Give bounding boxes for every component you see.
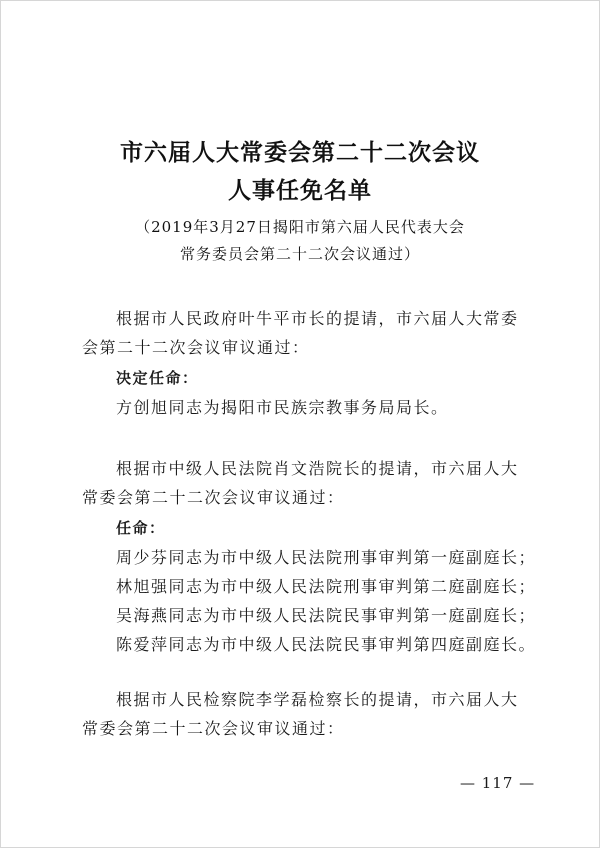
section1-intro: 根据市人民政府叶牛平市长的提请，市六届人大常委会第二十二次会议审议通过： [82,309,519,357]
section2-heading: 任命： [116,519,166,537]
appointment-item: 陈爱萍同志为市中级人民法院民事审判第四庭副庭长。 [116,635,537,654]
document-subtitle-line2: 常务委员会第二十二次会议通过） [179,245,420,263]
page-number: — 117 — [460,774,536,792]
section1-heading: 决定任命： [116,369,199,387]
appointment-item: 周少芬同志为市中级人民法院刑事审判第一庭副庭长； [116,548,537,567]
section3-intro: 根据市人民检察院李学磊检察长的提请，市六届人大常委会第二十二次会议审议通过： [82,690,519,738]
appointment-item: 林旭强同志为市中级人民法院刑事审判第二庭副庭长； [116,577,537,596]
appointment-item: 吴海燕同志为市中级人民法院民事审判第一庭副庭长； [116,606,537,625]
document-subtitle: （2019年3月27日揭阳市第六届人民代表大会 [135,218,465,236]
section1-list [116,393,566,422]
section2-list [116,543,566,659]
document-title-line2: 人事任免名单 [228,178,372,204]
document-title: 市六届人大常委会第二十二次会议 [120,140,480,166]
appointment-item: 方创旭同志为揭阳市民族宗教事务局局长。 [116,398,449,417]
section2-intro: 根据市中级人民法院肖文浩院长的提请，市六届人大常委会第二十二次会议审议通过： [82,459,519,507]
